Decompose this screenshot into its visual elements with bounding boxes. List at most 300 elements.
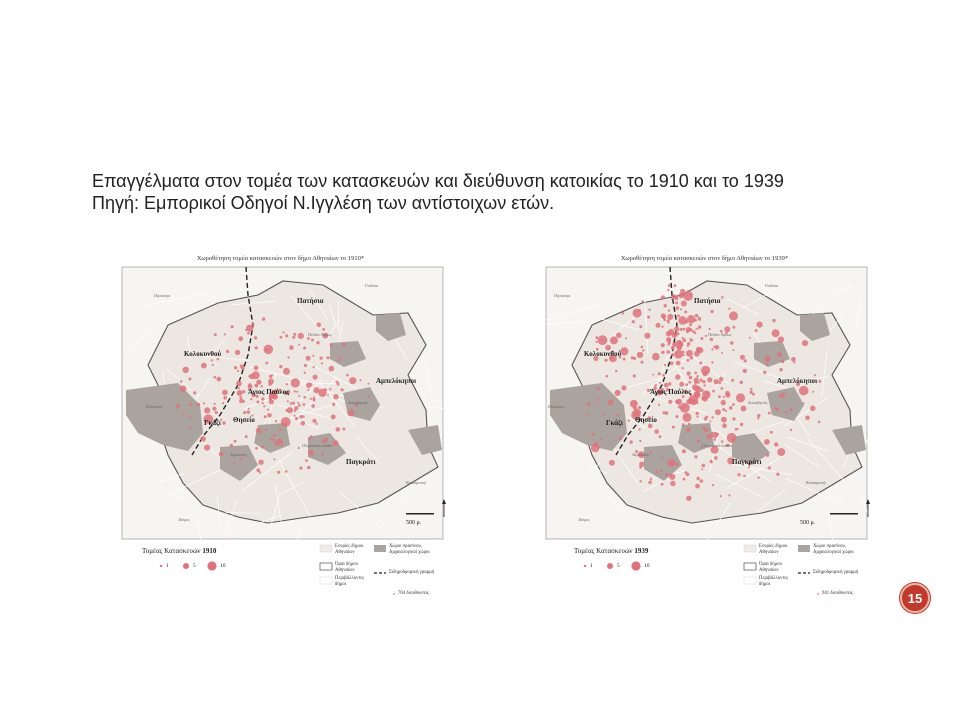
address-dot	[652, 353, 660, 361]
address-dot	[668, 400, 672, 404]
address-dot	[696, 402, 698, 404]
address-dot	[250, 398, 252, 400]
address-dot	[216, 377, 221, 382]
address-dot	[675, 340, 683, 348]
address-dot	[247, 332, 250, 335]
address-dot	[312, 355, 314, 357]
address-dot	[285, 334, 288, 337]
address-dot	[668, 338, 671, 341]
address-dot	[615, 370, 617, 372]
address-dot	[281, 417, 291, 427]
address-dot	[647, 316, 650, 319]
address-dot	[587, 402, 590, 405]
address-dot	[219, 452, 224, 457]
address-dot	[255, 447, 258, 450]
address-dot	[707, 377, 712, 382]
address-dot	[324, 388, 327, 391]
address-dot	[598, 335, 608, 345]
address-dot	[307, 337, 310, 340]
address-dot	[331, 415, 336, 420]
address-dot	[682, 423, 685, 426]
scale-label: 500 μ.	[800, 520, 816, 526]
address-dot	[743, 475, 746, 478]
address-dot	[630, 440, 633, 443]
label-pagkrati: Παγκράτι	[732, 458, 762, 466]
address-dot	[733, 349, 735, 351]
legend-muni-blocks: Ενορίες δήμου Αθηναίων	[759, 544, 788, 555]
slide-title-line-2: Πηγή: Εμπορικοί Οδηγοί Ν.Ιγγλέση των αντίστοιχων ετών.	[92, 193, 555, 213]
address-dot	[298, 395, 300, 397]
address-dot	[214, 333, 217, 336]
address-dot	[254, 366, 259, 371]
address-dot	[257, 468, 261, 472]
address-dot	[702, 380, 705, 383]
address-dot	[203, 402, 205, 404]
address-dot	[685, 383, 688, 386]
address-dot	[736, 393, 745, 402]
address-dot	[265, 429, 267, 431]
address-dot	[275, 420, 277, 422]
address-dot	[710, 460, 713, 463]
address-dot	[696, 477, 699, 480]
address-dot	[308, 438, 310, 440]
label-elaionas: Ελαιώνας	[146, 404, 163, 409]
address-dot	[589, 405, 591, 407]
address-dot	[770, 431, 773, 434]
address-dot	[180, 380, 183, 383]
address-dot	[697, 327, 699, 329]
address-dot	[777, 352, 782, 357]
address-dot	[670, 481, 675, 486]
address-dot	[658, 372, 661, 375]
address-dot	[245, 435, 248, 438]
address-dot	[679, 382, 684, 387]
address-dot	[720, 495, 722, 497]
address-dot	[737, 473, 740, 476]
address-dot	[664, 383, 669, 388]
address-dot	[261, 402, 263, 404]
address-dot	[712, 416, 714, 418]
address-dot	[730, 341, 734, 345]
address-dot	[644, 333, 650, 339]
address-dot	[741, 406, 747, 412]
address-dot	[694, 378, 699, 383]
address-dot	[337, 359, 339, 361]
address-dot	[676, 399, 682, 405]
address-dot	[311, 404, 315, 408]
address-dot	[721, 387, 724, 390]
address-dot	[696, 412, 699, 415]
address-dot	[674, 284, 677, 287]
address-dot	[263, 405, 265, 407]
address-dot	[785, 411, 788, 414]
address-dot	[671, 353, 674, 356]
address-dot	[709, 420, 711, 422]
label-akropoli: Ακρόπολη	[632, 452, 649, 457]
address-dot	[686, 350, 693, 357]
label-stadio: Ολυμπιακό στάδιο	[702, 443, 733, 448]
address-dot	[291, 378, 300, 387]
address-dot	[639, 440, 641, 442]
legend-muni-border: Όρια δήμου Αθηναίων	[759, 562, 782, 573]
address-dot	[732, 326, 735, 329]
address-dot	[307, 389, 309, 391]
address-dot	[683, 291, 693, 301]
address-dot	[245, 329, 247, 331]
address-dot	[301, 421, 306, 426]
address-dot	[359, 379, 361, 381]
address-dot	[699, 379, 702, 382]
address-dot	[235, 350, 240, 355]
address-dot	[682, 367, 684, 369]
address-dot	[656, 323, 661, 328]
address-dot	[776, 473, 779, 476]
legend-surrounding: Περιβάλλοντες δήμοι	[759, 576, 789, 587]
address-dot	[774, 442, 778, 446]
address-dot	[279, 365, 282, 368]
address-dot	[715, 409, 721, 415]
address-dot	[763, 371, 766, 374]
label-peristeri: Περιστέρι	[554, 293, 571, 298]
scale-label: 500 μ.	[406, 520, 422, 526]
address-dot	[814, 374, 816, 376]
address-dot	[818, 421, 821, 424]
address-dot	[764, 439, 770, 445]
address-dot	[303, 403, 306, 406]
address-dot	[268, 383, 271, 386]
address-dot	[307, 466, 310, 469]
label-galatsi: Γαλάτσι	[365, 283, 379, 288]
map-title: Χωροθέτηση τομέα κατασκευών στον δήμο Αθηναίων το 1939*	[620, 255, 789, 262]
address-dot	[259, 471, 261, 473]
address-dot	[678, 316, 687, 325]
legend-size-10: 10	[220, 563, 226, 569]
address-dot	[723, 396, 725, 398]
address-dot	[694, 455, 697, 458]
address-dot	[256, 428, 262, 434]
address-dot	[675, 301, 678, 304]
address-dot	[238, 336, 243, 341]
address-dot	[321, 362, 323, 364]
address-dot	[664, 364, 666, 366]
address-dot	[681, 406, 684, 409]
address-dot	[662, 374, 665, 377]
address-dot	[743, 369, 747, 373]
address-dot	[257, 382, 259, 384]
address-dot	[718, 395, 721, 398]
address-dot	[648, 481, 651, 484]
label-lykavittos: Λυκαβηττός	[348, 400, 368, 405]
address-dot	[655, 384, 658, 387]
address-dot	[663, 318, 666, 321]
address-dot	[732, 403, 735, 406]
address-dot	[661, 483, 664, 486]
address-dot	[634, 403, 636, 405]
address-dot	[668, 284, 671, 287]
address-dot	[779, 393, 784, 398]
address-dot	[668, 382, 671, 385]
address-dot	[261, 445, 264, 448]
address-dot	[223, 396, 227, 400]
address-dot	[702, 464, 706, 468]
address-dot	[749, 337, 751, 339]
address-dot	[640, 480, 642, 482]
address-dot	[725, 410, 727, 412]
address-dot	[766, 454, 769, 457]
address-dot	[603, 414, 605, 416]
address-dot	[294, 410, 296, 412]
address-dot	[239, 396, 242, 399]
address-dot	[222, 390, 228, 396]
address-dot	[633, 374, 636, 377]
address-dot	[214, 376, 217, 379]
label-gazi: Γκάζι	[204, 419, 221, 427]
address-dot	[277, 439, 283, 445]
address-dot	[243, 400, 246, 403]
address-dot	[757, 477, 759, 479]
address-dot	[721, 400, 726, 405]
slide-title-line-1: Επαγγέλματα στον τομέα των κατασκευών και διεύθυνση κατοικίας το 1910 και το 1939	[92, 171, 784, 191]
label-pedion-areos: Πεδίον Άρεως	[308, 332, 332, 337]
address-dot	[663, 411, 666, 414]
legend-title: Τομέας Κατασκευών 1910	[142, 547, 217, 555]
address-dot	[768, 466, 771, 469]
address-dot	[690, 356, 693, 359]
address-dot	[668, 329, 674, 335]
address-dot	[683, 478, 686, 481]
address-dot	[725, 391, 730, 396]
address-dot	[740, 423, 743, 426]
address-dot	[310, 383, 313, 386]
address-dot	[621, 385, 626, 390]
address-dot	[757, 322, 763, 328]
address-dot	[712, 390, 715, 393]
address-dot	[680, 308, 682, 310]
address-dot	[728, 308, 730, 310]
address-dot	[661, 343, 665, 347]
address-dot	[757, 414, 760, 417]
address-dot	[285, 470, 288, 473]
address-dot	[292, 336, 295, 339]
address-dot	[732, 417, 735, 420]
address-dot	[638, 428, 640, 430]
address-dot	[695, 328, 697, 330]
legend-muni-blocks: Ενορίες δήμου Αθηναίων	[335, 544, 364, 555]
address-dot	[696, 375, 698, 377]
address-dot	[671, 298, 673, 300]
address-dot	[336, 427, 341, 432]
address-dot	[638, 406, 641, 409]
address-dot	[298, 333, 304, 339]
address-dot	[641, 300, 644, 303]
address-dot	[772, 319, 775, 322]
address-dot	[340, 356, 343, 359]
address-dot	[279, 428, 282, 431]
address-dot	[708, 328, 710, 330]
address-dot	[671, 346, 674, 349]
address-dot	[650, 478, 653, 481]
address-dot	[586, 413, 588, 415]
address-dot	[616, 333, 622, 339]
address-dot	[273, 434, 276, 437]
label-akropoli: Ακρόπολη	[230, 452, 247, 457]
address-dot	[606, 375, 609, 378]
address-dot	[342, 343, 346, 347]
address-dot	[631, 356, 634, 359]
address-dot	[201, 363, 207, 369]
legend-size-10: 10	[644, 563, 650, 569]
address-dot	[702, 396, 708, 402]
address-dot	[316, 341, 319, 344]
legend-green-spaces: Χώροι πρασίνου, Αρχαιολογικοί χώροι	[813, 544, 854, 555]
address-dot	[623, 358, 626, 361]
address-dot	[244, 411, 246, 413]
address-dot	[778, 336, 784, 342]
address-dot	[237, 390, 243, 396]
address-dot	[322, 453, 325, 456]
label-peristeri: Περιστέρι	[154, 293, 171, 298]
address-dot	[628, 420, 630, 422]
address-dot	[600, 438, 602, 440]
address-dot	[290, 402, 293, 405]
address-dot	[812, 391, 814, 393]
address-dot	[320, 357, 323, 360]
address-dot	[212, 407, 216, 411]
address-dot	[293, 415, 295, 417]
label-tavros: Ταύρος	[178, 517, 190, 522]
address-dot	[680, 328, 683, 331]
address-dot	[289, 345, 294, 350]
address-dot	[689, 294, 691, 296]
slide-title	[92, 170, 892, 214]
address-dot	[596, 398, 599, 401]
address-dot	[654, 429, 659, 434]
address-dot	[675, 462, 678, 465]
label-patisia: Πατήσια	[297, 297, 324, 305]
address-dot	[638, 309, 641, 312]
address-dot	[670, 362, 674, 366]
address-dot	[683, 413, 692, 422]
address-dot	[793, 361, 795, 363]
address-dot	[641, 346, 644, 349]
address-dot	[687, 315, 695, 323]
address-dot	[686, 359, 689, 362]
address-dot	[803, 402, 805, 404]
address-dot	[682, 328, 685, 331]
address-dot	[303, 347, 306, 350]
legend-size-5: 5	[617, 563, 620, 569]
address-dot	[641, 361, 644, 364]
address-dot	[298, 404, 301, 407]
address-dot	[305, 459, 308, 462]
legend-railway: Σιδηροδρομική γραμμή	[813, 570, 859, 575]
address-dot	[781, 360, 784, 363]
address-dot	[664, 304, 667, 307]
legend-total: 704 διευθύνσεις	[398, 591, 429, 596]
address-dot	[721, 417, 727, 423]
address-dot	[608, 400, 614, 406]
address-dot	[255, 346, 258, 349]
address-dot	[674, 350, 683, 359]
address-dot	[700, 389, 703, 392]
address-dot	[304, 372, 306, 374]
label-ampelokipoi: Αμπελόκηποι	[777, 377, 818, 385]
address-dot	[722, 408, 725, 411]
address-dot	[610, 336, 618, 344]
address-dot	[591, 433, 594, 436]
address-dot	[661, 351, 664, 354]
address-dot	[740, 381, 743, 384]
address-dot	[346, 374, 349, 377]
address-dot	[668, 309, 670, 311]
address-dot	[233, 462, 235, 464]
address-dot	[254, 336, 257, 339]
address-dot	[280, 336, 283, 339]
address-dot	[693, 331, 696, 334]
address-dot	[652, 374, 654, 376]
address-dot	[711, 348, 713, 350]
address-dot	[768, 412, 771, 415]
map-1939	[532, 255, 877, 600]
address-dot	[222, 402, 224, 404]
address-dot	[200, 436, 206, 442]
address-dot	[697, 439, 700, 442]
address-dot	[755, 329, 758, 332]
address-dot	[295, 417, 298, 420]
address-dot	[766, 363, 769, 366]
address-dot	[183, 367, 189, 373]
address-dot	[688, 423, 691, 426]
label-galatsi: Γαλάτσι	[765, 283, 779, 288]
address-dot	[791, 357, 796, 362]
address-dot	[700, 479, 704, 483]
label-elaionas: Ελαιώνας	[548, 404, 565, 409]
address-dot	[189, 416, 191, 418]
address-dot	[261, 397, 264, 400]
label-kaisariani: Καισαριανή	[806, 480, 826, 485]
address-dot	[675, 297, 679, 301]
legend-size-5: 5	[193, 563, 196, 569]
address-dot	[234, 366, 237, 369]
address-dot	[264, 345, 274, 355]
address-dot	[711, 361, 713, 363]
address-dot	[668, 341, 671, 344]
address-dot	[349, 377, 356, 384]
address-dot	[658, 404, 660, 406]
address-dot	[689, 323, 692, 326]
address-dot	[337, 382, 340, 385]
address-dot	[211, 359, 213, 361]
address-dot	[327, 394, 329, 396]
address-dot	[332, 403, 335, 406]
label-tavros: Ταύρος	[578, 517, 590, 522]
address-dot	[258, 460, 263, 465]
legend-surrounding: Περιβάλλοντες δήμοι	[335, 576, 365, 587]
address-dot	[296, 391, 298, 393]
legend-railway: Σιδηροδρομική γραμμή	[389, 570, 435, 575]
address-dot	[273, 439, 275, 441]
legend-size-1: 1	[166, 563, 169, 569]
address-dot	[656, 471, 659, 474]
address-dot	[731, 379, 734, 382]
label-agios-pavlos: Άγιος Παύλος	[650, 388, 692, 396]
address-dot	[683, 338, 687, 342]
legend-muni-border: Όρια δήμου Αθηναίων	[335, 562, 358, 573]
address-dot	[299, 467, 302, 470]
address-dot	[247, 411, 250, 414]
address-dot	[267, 409, 269, 411]
address-dot	[679, 293, 684, 298]
